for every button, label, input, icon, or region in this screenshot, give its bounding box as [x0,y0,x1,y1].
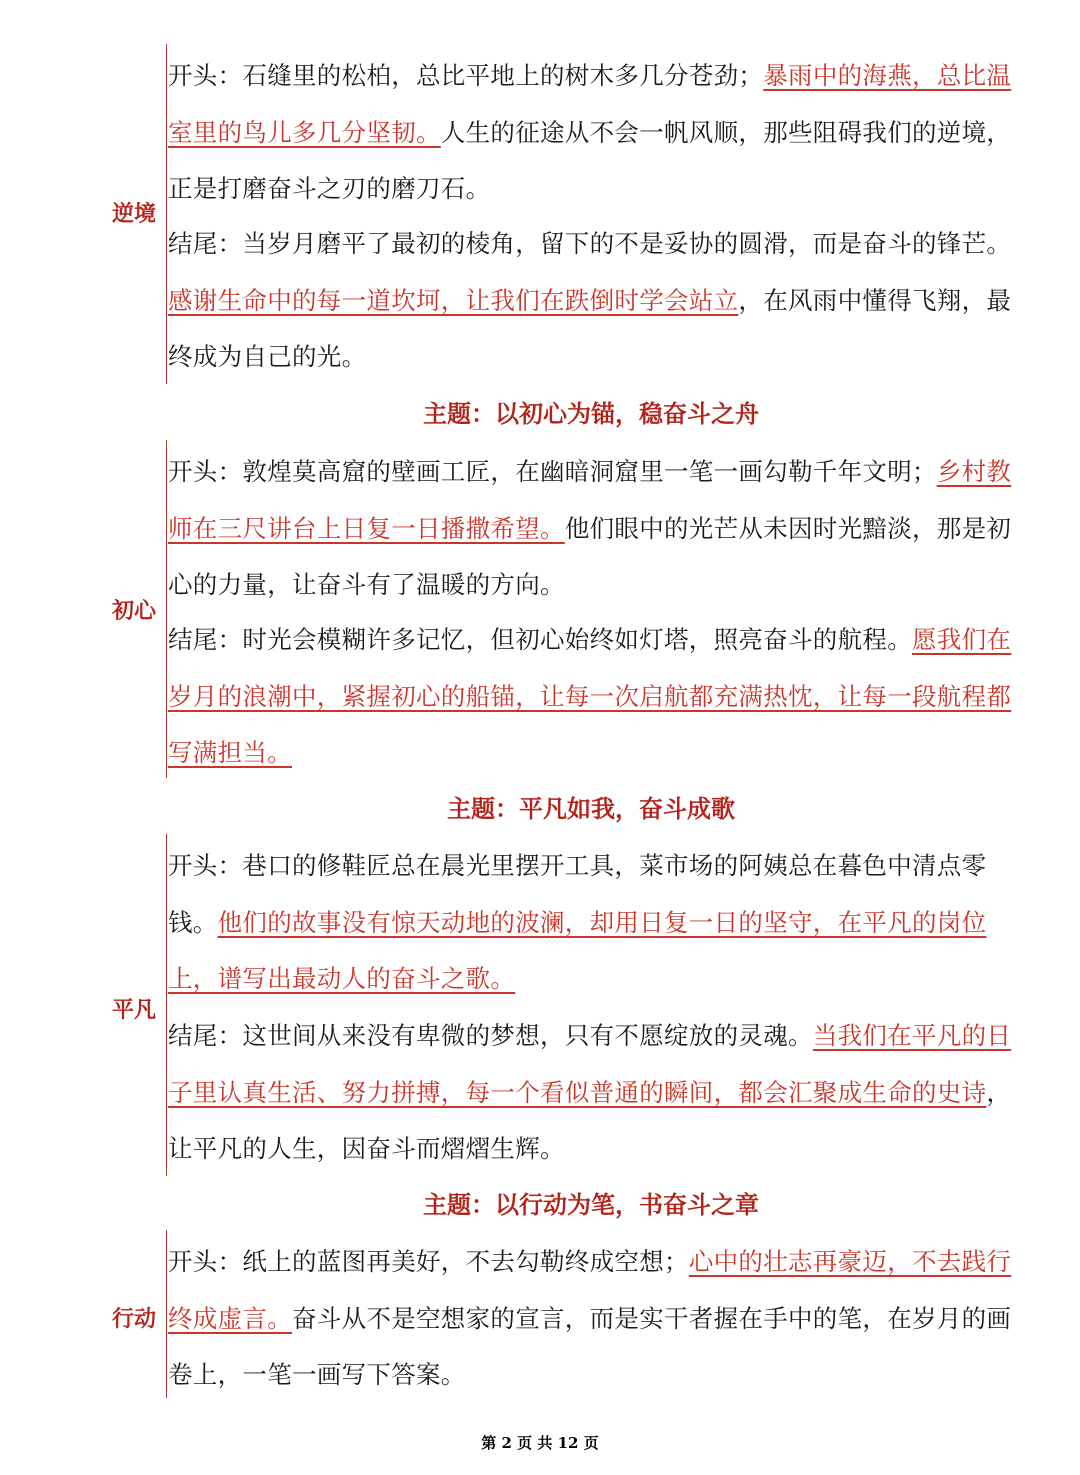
section-tag: 平凡 [111,998,156,1023]
ending-paragraph [168,216,1018,386]
highlighted-text: 心中的壮志再豪迈，不去践行终成虚言。 [168,1247,1012,1333]
highlighted-text: 感谢生命中的每一道坎坷，让我们在跌倒时学会站立 [168,285,739,315]
ending-paragraph [168,612,1018,782]
theme-heading: 主题：以初心为锚，稳奋斗之舟 [423,400,759,428]
ending-label: 结尾： [168,625,243,654]
section-divider-line [166,834,167,1176]
theme-heading: 主题：平凡如我，奋斗成歌 [447,795,735,823]
section-divider-line [166,440,167,778]
highlighted-text: 暴雨中的海燕，总比温室里的鸟儿多几分坚韧。 [168,61,1012,147]
opening-label: 开头： [168,851,243,880]
highlighted-text: 乡村教师在三尺讲台上日复一日播撒希望。 [168,457,1012,543]
section-tag: 逆境 [111,202,156,227]
ending-label: 结尾： [168,229,243,258]
ending-text-continued: ，在风雨中懂得飞翔，最终成为自己的光。 [168,285,1012,371]
opening-paragraph [168,838,1018,1008]
page-number-footer: 第 2 页 共 12 页 [481,1434,599,1452]
section-tag: 初心 [111,599,156,624]
theme-heading: 主题：以行动为笔，书奋斗之章 [423,1191,759,1219]
opening-paragraph [168,1234,1018,1404]
opening-text-continued: 奋斗从不是空想家的宣言，而是实干者握在手中的笔，在岁月的画卷上，一笔一画写下答案。 [168,1303,1012,1389]
opening-text-continued: 他们眼中的光芒从未因时光黯淡，那是初心的力量，让奋斗有了温暖的方向。 [168,513,1012,599]
highlighted-text: 愿我们在岁月的浪潮中，紧握初心的船锚，让每一次启航都充满热忱，让每一段航程都写满担当。 [168,625,1012,767]
opening-text: 石缝里的松柏，总比平地上的树木多几分苍劲； [242,61,764,90]
section-tag: 行动 [111,1307,156,1332]
highlighted-text: 当我们在平凡的日子里认真生活、努力拼搏，每一个看似普通的瞬间，都会汇聚成生命的史诗 [168,1021,1012,1107]
ending-label: 结尾： [168,1021,243,1050]
opening-label: 开头： [168,1247,243,1276]
ending-paragraph [168,1008,1018,1178]
section-divider-line [166,1230,167,1398]
section-divider-line [166,44,167,384]
opening-text: 纸上的蓝图再美好，不去勾勒终成空想； [242,1247,689,1276]
ending-text: 这世间从来没有卑微的梦想，只有不愿绽放的灵魂。 [242,1021,813,1050]
highlighted-text: 他们的故事没有惊天动地的波澜，却用日复一日的坚守，在平凡的岗位上，谱写出最动人的奋斗之歌。 [168,907,987,993]
opening-text: 巷口的修鞋匠总在晨光里摆开工具，菜市场的阿姨总在暮色中清点零钱。 [168,851,987,937]
opening-text: 敦煌莫高窟的壁画工匠，在幽暗洞窟里一笔一画勾勒千年文明； [242,457,937,486]
opening-label: 开头： [168,457,243,486]
opening-paragraph [168,444,1018,614]
ending-text-continued: ，让平凡的人生，因奋斗而熠熠生辉。 [168,1077,1012,1163]
opening-text-continued: 人生的征途从不会一帆风顺，那些阻碍我们的逆境，正是打磨奋斗之刃的磨刀石。 [168,117,1012,203]
ending-text: 当岁月磨平了最初的棱角，留下的不是妥协的圆滑，而是奋斗的锋芒。 [242,229,1012,258]
opening-paragraph [168,48,1018,218]
opening-label: 开头： [168,61,243,90]
ending-text: 时光会模糊许多记忆，但初心始终如灯塔，照亮奋斗的航程。 [242,625,913,654]
